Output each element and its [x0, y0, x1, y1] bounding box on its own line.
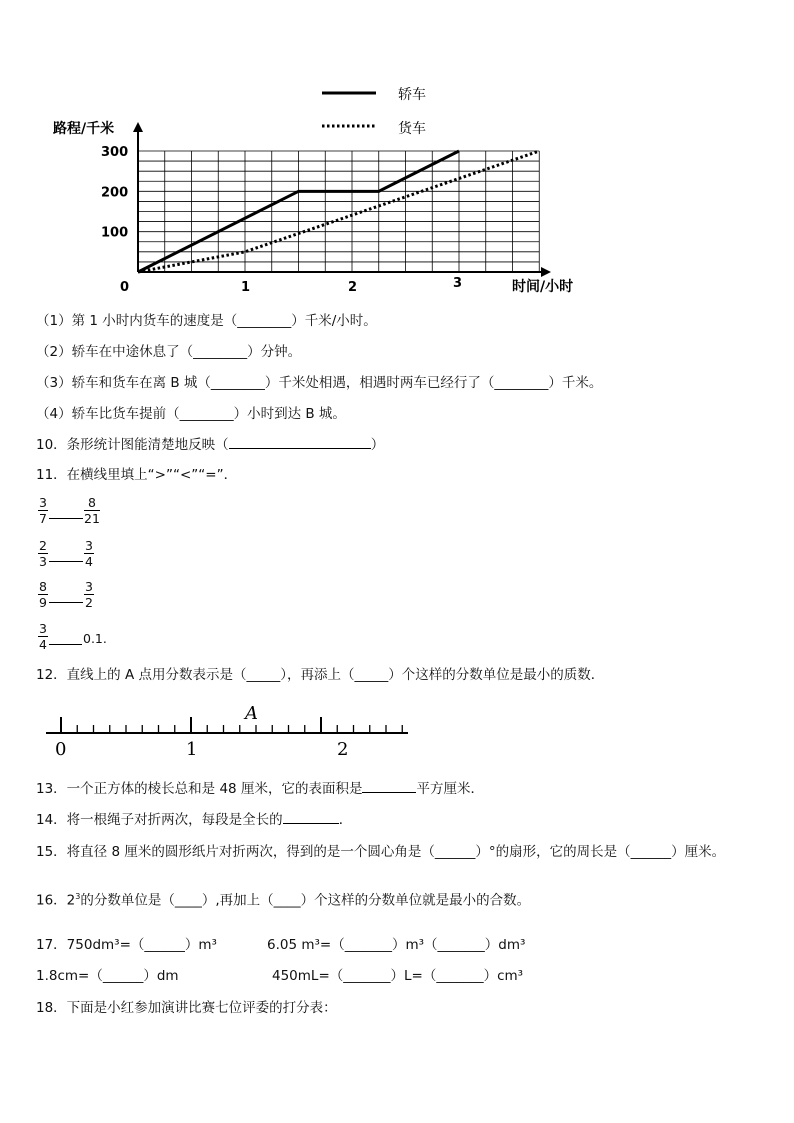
y-tick-label: 300	[101, 145, 129, 160]
q11-row1-right-fraction	[84, 495, 100, 526]
q11-row2-right-fraction	[84, 538, 94, 569]
fraction-denominator: 4	[39, 637, 47, 652]
x-axis-label: 时间/小时	[512, 279, 574, 295]
q11-row1-left-fraction	[38, 495, 48, 526]
q13	[36, 780, 484, 798]
y-axis-label: 路程/千米	[53, 121, 115, 137]
q11-row4-tail: 0.1.	[83, 631, 107, 646]
fraction-denominator: 9	[39, 595, 47, 610]
origin-label: 0	[120, 280, 130, 295]
point-a-label: A	[245, 703, 258, 724]
fraction-numerator: 8	[39, 579, 47, 594]
legend-label-truck: 货车	[398, 121, 426, 137]
fraction-denominator: 4	[85, 554, 93, 569]
q12-text: 12．直线上的 A 点用分数表示是（_____），再添上（_____）个这样的分数单位是最小的质数．	[36, 667, 605, 683]
q13-blank	[362, 780, 416, 793]
number-line-label-1: 1	[186, 739, 198, 760]
q11-row1-answer-line	[49, 518, 83, 519]
number-line-ticks	[61, 717, 402, 733]
fraction-numerator: 3	[85, 579, 93, 594]
distance-time-chart	[0, 0, 794, 310]
q11-row4-answer-line	[49, 644, 82, 645]
number-line-label-2: 2	[337, 739, 349, 760]
q9-part1: （1）第 1 小时内货车的速度是（________）千米/小时。	[36, 313, 377, 329]
q15-text: 15．将直径 8 厘米的圆形纸片对折两次，得到的是一个圆心角是（______）°的扇形，它的周长是（______）厘米。	[36, 844, 726, 860]
q14-text: 14．将一根绳子对折两次，每段是全长的	[36, 812, 283, 828]
number-line-label-0: 0	[55, 739, 67, 760]
fraction-numerator: 3	[39, 621, 47, 636]
q10-text: 10．条形统计图能清楚地反映（	[36, 437, 229, 453]
q17-b: 6.05 m³=（_______）m³（_______）dm³	[267, 937, 526, 953]
fraction-denominator: 7	[39, 511, 47, 526]
q10	[36, 436, 384, 454]
q11-title: 11．在横线里填上“>”“<”“=”．	[36, 467, 238, 483]
q16	[36, 888, 530, 910]
chart-legend	[322, 87, 426, 137]
q17-d: 450mL=（_______）L=（_______）cm³	[272, 968, 524, 984]
q14-blank	[283, 811, 339, 824]
x-tick-label: 1	[241, 280, 251, 295]
q14-tail: ．	[338, 812, 353, 828]
q16-post: 的分数单位是（____）,再加上（____）个这样的分数单位就是最小的合数。	[80, 892, 531, 909]
q17-c: 1.8cm=（______）dm	[36, 968, 179, 984]
q18-text: 18．下面是小红参加演讲比赛七位评委的打分表：	[36, 1000, 337, 1016]
q11-row3-left-fraction	[38, 579, 48, 610]
y-axis-arrow	[133, 122, 143, 132]
q11-row2-left-fraction	[38, 538, 48, 569]
q10-close: ）	[370, 437, 385, 453]
fraction-numerator: 2	[39, 538, 47, 553]
q11-row3-right-fraction	[84, 579, 94, 610]
y-tick-label: 200	[101, 185, 129, 201]
fraction-denominator: 2	[85, 595, 93, 610]
q11-row4-left-fraction	[38, 621, 48, 652]
q17-a: 17．750dm³=（______）m³	[36, 937, 217, 953]
q13-text: 13．一个正方体的棱长总和是 48 厘米，它的表面积是	[36, 781, 363, 797]
fraction-denominator: 3	[39, 554, 47, 569]
fraction-numerator: 8	[84, 495, 100, 511]
fraction-numerator: 3	[85, 538, 93, 553]
x-tick-label: 2	[348, 280, 358, 295]
q14	[36, 811, 352, 829]
chart-grid	[138, 151, 539, 272]
q16-pre: 16．2	[36, 892, 76, 909]
x-tick-label: 3	[453, 276, 463, 291]
legend-label-car: 轿车	[398, 87, 426, 103]
q16-sup: 3	[75, 892, 81, 901]
q9-part4: （4）轿车比货车提前（________）小时到达 B 城。	[36, 406, 346, 422]
x-axis-arrow	[541, 267, 551, 277]
q11-row2-answer-line	[49, 561, 83, 562]
q10-blank	[229, 436, 371, 449]
q11-row3-answer-line	[49, 602, 83, 603]
fraction-numerator: 3	[39, 495, 47, 510]
number-line	[0, 695, 430, 765]
q9-part3: （3）轿车和货车在离 B 城（________）千米处相遇，相遇时两车已经行了（________）千米。	[36, 375, 603, 391]
q9-part2: （2）轿车在中途休息了（________）分钟。	[36, 344, 302, 360]
y-tick-label: 100	[101, 225, 129, 241]
q13-tail: 平方厘米．	[416, 781, 484, 797]
fraction-denominator: 21	[84, 511, 100, 526]
